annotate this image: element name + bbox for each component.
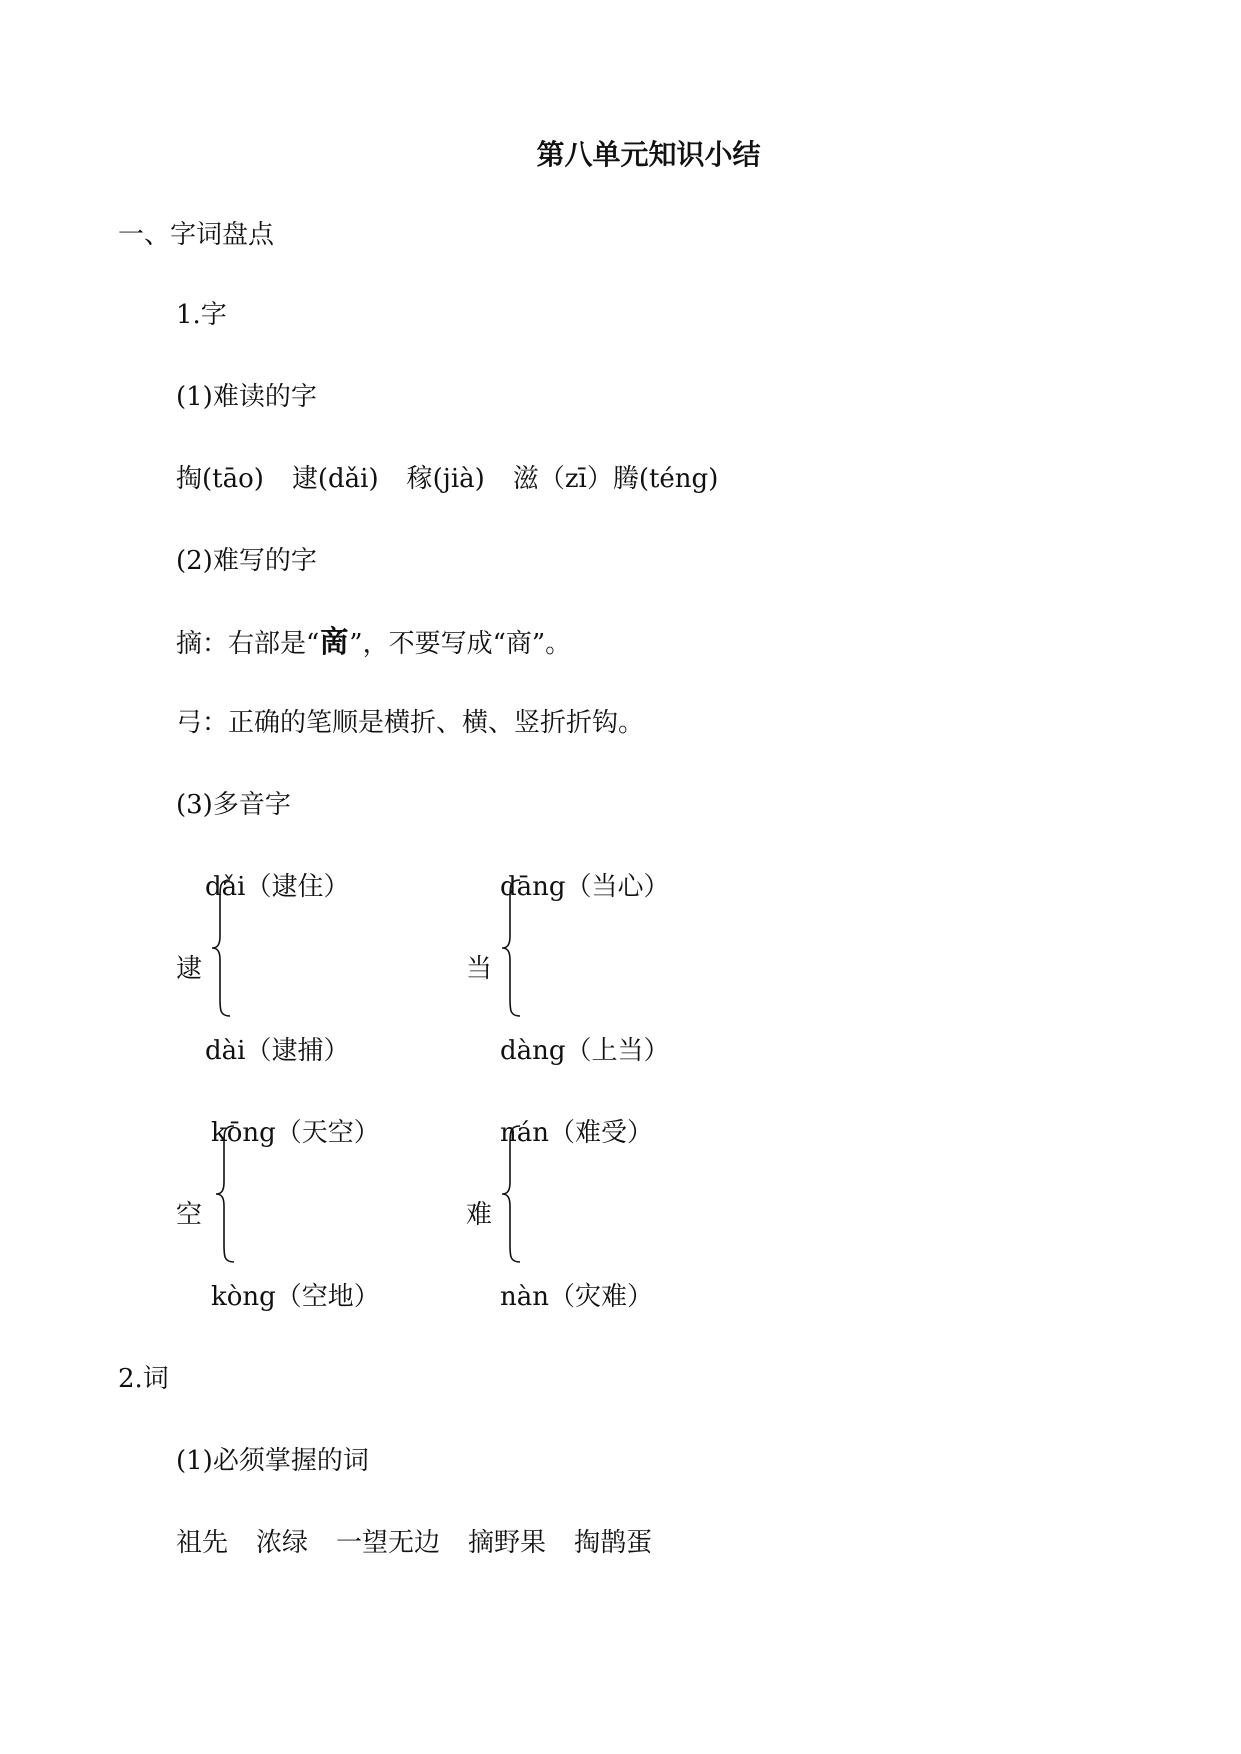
subsection-words: 2.词	[118, 1364, 169, 1394]
polyphone-reading-bottom: kòng（空地）	[211, 1282, 380, 1312]
hard-read-item: 稼(jià)	[406, 464, 485, 494]
polyphone-char: 空	[176, 1200, 203, 1230]
polyphone-char: 难	[466, 1200, 493, 1230]
word-item: 摘野果	[468, 1528, 547, 1558]
hard-read-heading: (1)难读的字	[176, 382, 317, 412]
hard-read-item: 滋（zī）腾(téng)	[512, 464, 719, 494]
hard-read-list	[176, 466, 718, 492]
polyphone-char: 逮	[176, 954, 203, 984]
emphasized-character: 啇	[319, 625, 350, 660]
polyphone-reading-top: nán（难受）	[500, 1118, 653, 1148]
left-brace-icon	[210, 878, 232, 1018]
left-brace-icon	[214, 1124, 236, 1264]
word-item: 浓绿	[256, 1528, 309, 1558]
hard-read-item: 掏(tāo)	[176, 464, 264, 494]
polyphone-reading-bottom: dàng（上当）	[500, 1036, 670, 1066]
polyphone-reading-bottom: nàn（灾难）	[500, 1282, 653, 1312]
hard-write-line-gong: 弓：正确的笔顺是横折、横、竖折折钩。	[176, 708, 645, 738]
hard-write-line-zhai	[176, 625, 572, 660]
polyphone-reading-top: dǎi（逮住）	[205, 872, 350, 902]
polyphone-char: 当	[466, 954, 493, 984]
hard-write-heading: (2)难写的字	[176, 546, 317, 576]
must-master-heading: (1)必须掌握的词	[176, 1446, 369, 1476]
word-item: 祖先	[176, 1528, 229, 1558]
word-item: 掏鹊蛋	[574, 1528, 653, 1558]
hard-write-suffix: ”，不要写成“商”。	[349, 629, 572, 659]
section-heading-word-review: 一、字词盘点	[118, 220, 275, 250]
hard-write-prefix: 摘：右部是“	[176, 629, 320, 659]
left-brace-icon	[500, 1124, 522, 1264]
polyphone-heading: (3)多音字	[176, 790, 291, 820]
must-master-list	[176, 1530, 652, 1556]
page-title: 第八单元知识小结	[536, 138, 761, 171]
hard-read-item: 逮(dǎi)	[291, 464, 379, 494]
polyphone-reading-top: dāng（当心）	[500, 872, 670, 902]
subsection-characters: 1.字	[176, 300, 227, 330]
left-brace-icon	[500, 878, 522, 1018]
polyphone-reading-top: kōng（天空）	[211, 1118, 380, 1148]
polyphone-reading-bottom: dài（逮捕）	[205, 1036, 350, 1066]
word-item: 一望无边	[336, 1528, 441, 1558]
